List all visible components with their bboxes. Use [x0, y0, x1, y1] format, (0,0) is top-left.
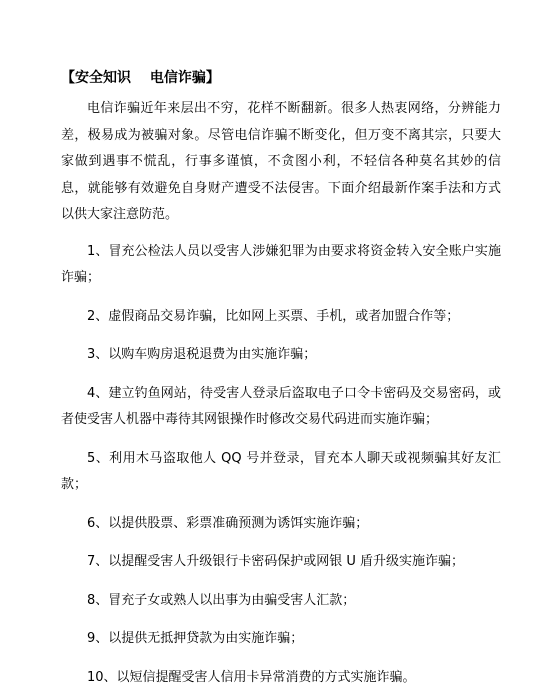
list-item-3: 3、以购车购房退税退费为由实施诈骗； [61, 342, 501, 369]
list-item-7: 7、以提醒受害人升级银行卡密码保护或网银 U 盾升级实施诈骗； [61, 549, 501, 576]
list-item-8: 8、冒充子女或熟人以出事为由骗受害人汇款； [61, 588, 501, 615]
intro-paragraph: 电信诈骗近年来层出不穷，花样不断翻新。很多人热衷网络，分辨能力差，极易成为被骗对象。尽管电信诈骗不断变化，但万变不离其宗，只要大家做到遇事不慌乱，行事多谨慎，不贪图小利，不轻信各种莫名其妙的信息，就能够有效避免自身财产遭受不法侵害。下面介绍最新作案手法和方式以供大家注意防范。 [61, 96, 501, 229]
list-item-9: 9、以提供无抵押贷款为由实施诈骗； [61, 626, 501, 653]
fraud-method-list [61, 239, 501, 691]
list-item-4: 4、建立钓鱼网站，待受害人登录后盗取电子口令卡密码及交易密码，或者使受害人机器中毒待其网银操作时修改交易代码进而实施诈骗； [61, 381, 501, 434]
list-item-5: 5、利用木马盗取他人 QQ 号并登录，冒充本人聊天或视频骗其好友汇款； [61, 446, 501, 499]
list-item-6: 6、以提供股票、彩票准确预测为诱饵实施诈骗； [61, 511, 501, 538]
list-item-2: 2、虚假商品交易诈骗，比如网上买票、手机，或者加盟合作等； [61, 304, 501, 331]
list-item-1: 1、冒充公检法人员以受害人涉嫌犯罪为由要求将资金转入安全账户实施诈骗； [61, 239, 501, 292]
document-title: 【安全知识 电信诈骗】 [61, 68, 501, 88]
document-body [61, 68, 501, 691]
list-item-10: 10、以短信提醒受害人信用卡异常消费的方式实施诈骗。 [61, 665, 501, 691]
